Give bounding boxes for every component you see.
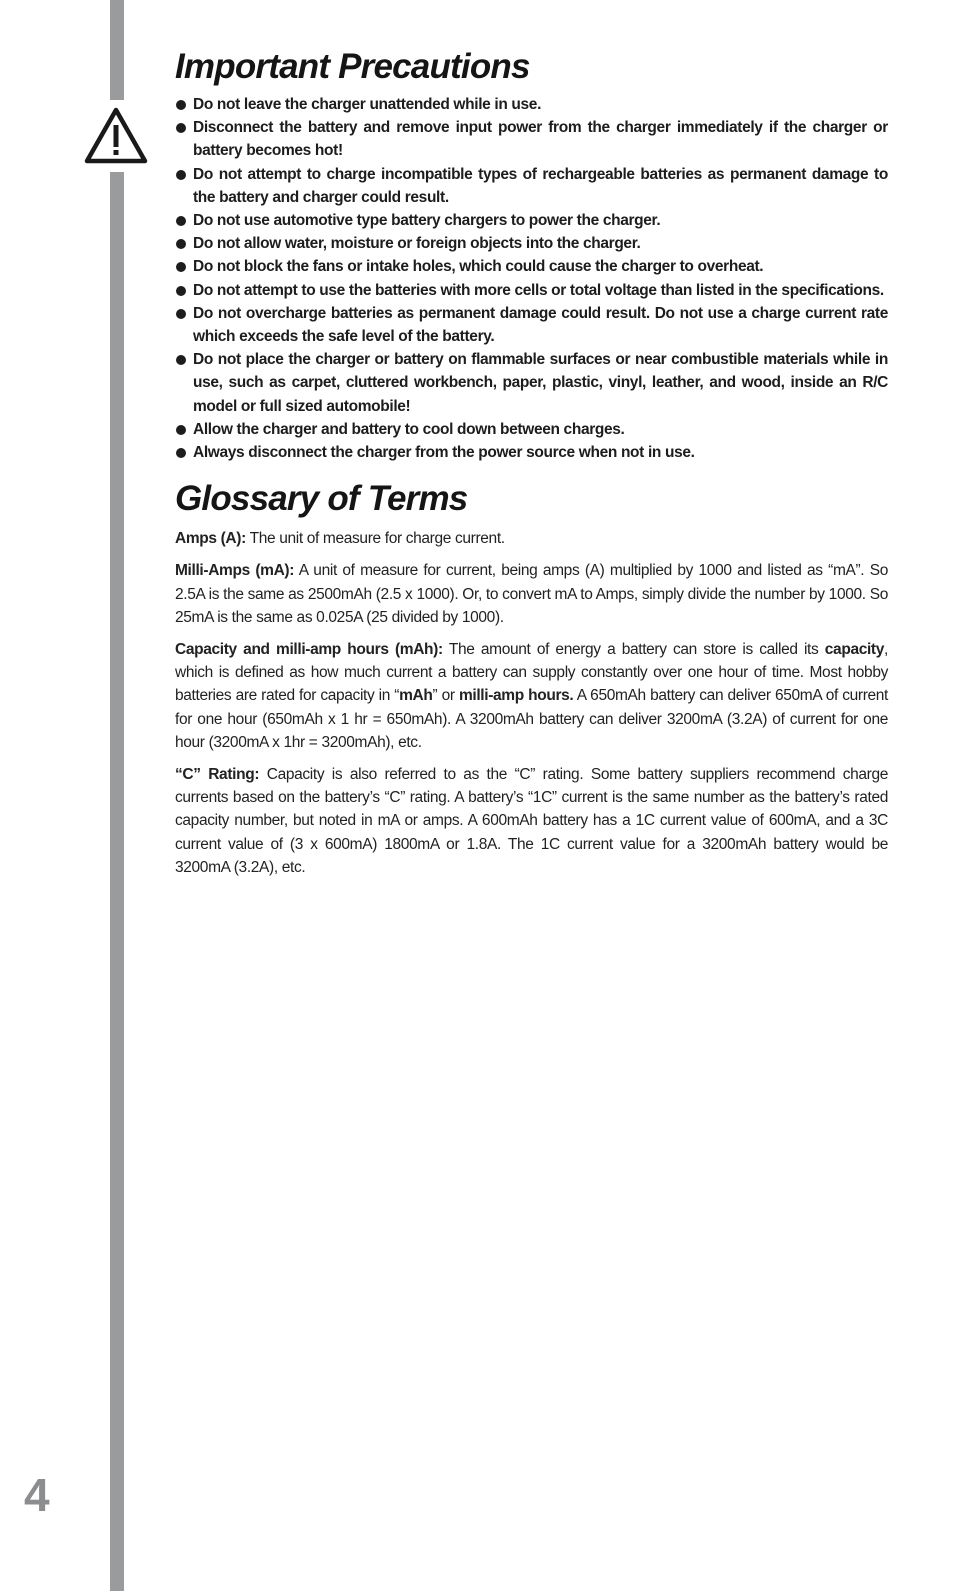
glossary-term: Capacity and milli-amp hours (mAh): <box>175 641 443 659</box>
glossary-title: Glossary of Terms <box>175 479 468 519</box>
page-content <box>175 44 888 888</box>
precaution-item: Do not leave the charger unattended while in use. <box>175 93 888 116</box>
precaution-item: Allow the charger and battery to cool down between charges. <box>175 418 888 441</box>
glossary-definition: A unit of measure for current, being amps (A) multiplied by 1000 and listed as “mA”. So 2.5A is the same as 2500mAh (2.5 x 1000). Or, to convert mA to Amps, simply divide the number by 1000. So 25mA is the same as 0.025A (25 divided by 1000). <box>175 562 888 626</box>
precaution-item: Do not allow water, moisture or foreign objects into the charger. <box>175 232 888 255</box>
precaution-item: Always disconnect the charger from the power source when not in use. <box>175 441 888 464</box>
precaution-item: Do not attempt to charge incompatible types of rechargeable batteries as permanent damage to the battery and charger could result. <box>175 163 888 209</box>
glossary-entry-capacity <box>175 638 888 754</box>
glossary-entry-c-rating <box>175 763 888 879</box>
glossary-term: Amps (A): <box>175 530 246 548</box>
warning-icon <box>84 106 148 164</box>
precaution-item: Disconnect the battery and remove input power from the charger immediately if the charger or battery becomes hot! <box>175 116 888 162</box>
glossary-emphasis: milli-amp hours. <box>458 687 574 705</box>
glossary-definition: A 650mAh battery can deliver 650mA of current for one hour (650mAh x 1 hr = 650mAh). A 3200mAh battery can deliver 3200mA (3.2A) of current for one hour (3200mA x 1hr = 3200mAh), etc. <box>175 687 889 751</box>
glossary-entry-amps <box>175 527 888 550</box>
precautions-title: Important Precautions <box>175 47 530 86</box>
glossary-entry-milliamps <box>175 559 888 629</box>
glossary-emphasis: capacity <box>824 641 885 659</box>
precaution-item: Do not place the charger or battery on flammable surfaces or near combustible materials while in use, such as carpet, cluttered workbench, paper, plastic, vinyl, leather, and wood, inside an R/C model or full sized automobile! <box>175 348 888 418</box>
glossary-definition: Capacity is also referred to as the “C” rating. Some battery suppliers recommend charge currents based on the battery’s “C” rating. A battery’s “1C” current is the same number as the battery’s rated capacity number, but noted in mA or amps. A 600mAh battery has a 1C current value of 600mA, and a 3C current value of (3 x 600mA) 1800mA or 1.8A. The 1C current value for a 3200mAh battery would be 3200mA (3.2A), etc. <box>175 766 889 876</box>
precaution-item: Do not attempt to use the batteries with more cells or total voltage than listed in the specifications. <box>175 279 888 302</box>
glossary-definition: The amount of energy a battery can store is called its <box>442 641 825 659</box>
glossary-definition: The unit of measure for charge current. <box>245 530 505 548</box>
glossary-definition: , which is defined as how much current a battery can supply constantly over one hour of time. Most hobby batteries are rated for capacity in “ <box>175 641 888 705</box>
page-number: 4 <box>24 1469 50 1521</box>
glossary-definition: ” or <box>432 687 459 705</box>
precaution-item: Do not block the fans or intake holes, which could cause the charger to overheat. <box>175 255 888 278</box>
precaution-item: Do not use automotive type battery chargers to power the charger. <box>175 209 888 232</box>
precautions-list <box>175 93 888 464</box>
glossary-term: “C” Rating: <box>175 766 260 784</box>
glossary-emphasis: mAh <box>399 687 433 705</box>
precaution-item: Do not overcharge batteries as permanent damage could result. Do not use a charge current rate which exceeds the safe level of the battery. <box>175 302 888 348</box>
glossary-term: Milli-Amps (mA): <box>175 562 295 580</box>
side-margin-bar <box>110 0 124 1591</box>
